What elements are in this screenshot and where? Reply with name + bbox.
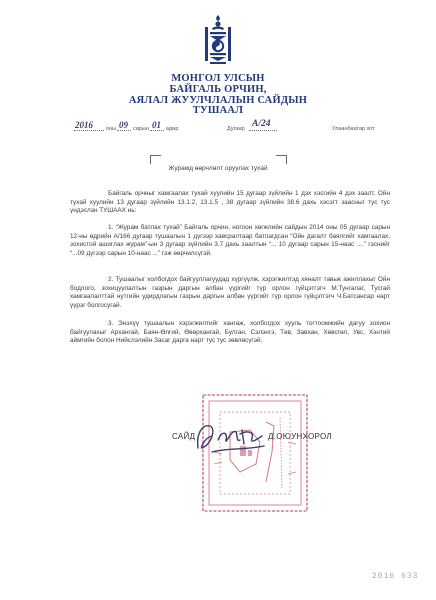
signatory-title: САЙД (172, 432, 196, 441)
decree-subject: Журамд өөрчлөлт оруулах тухай (168, 165, 268, 172)
handwritten-signature-icon (192, 418, 272, 458)
year-value: 2016 (75, 120, 93, 130)
year-line (74, 130, 104, 131)
org-line-1: МОНГОЛ УЛСЫН (171, 73, 265, 84)
clause-2-paragraph: 2. Тушаалыг холбогдох байгууллагуудад хүргүүлж, хэрэгжилтэд хяналт тавьж ажиллахыг Ойн бодлого, зохицуулалтын газрын даргын албан үүргийг түр орлон гүйцэтгэгч М.Тунгалаг, Тусгай хамгаалалттай нутгийн удирдлагын газрын даргын албан үүргийг түр орлон гүйцэтгэгч Ч.Батсансар нарт үүрэг болгосугай. (70, 276, 390, 309)
day-value: 01 (152, 120, 161, 130)
day-label: өдөр (166, 126, 179, 132)
org-line-3: АЯЛАЛ ЖУУЛЧЛАЛЫН САЙДЫН (128, 95, 308, 106)
city-label: Улаанбаатар хот (332, 126, 375, 132)
document-type-title: ТУШААЛ (192, 105, 244, 116)
soyombo-emblem-icon (202, 14, 234, 66)
subject-bracket-left (150, 155, 161, 164)
org-line-2: БАЙГАЛЬ ОРЧИН, (169, 84, 267, 95)
number-label: Дугаар (227, 126, 245, 132)
registration-serial: 2016 633 (372, 572, 419, 581)
signatory-name: Д.ОЮУНХОРОЛ (268, 432, 332, 441)
year-label: оны (106, 126, 117, 132)
clause-1-paragraph: 1. “Журам батлах тухай” Байгаль орчин, ногоон хөгжлийн сайдын 2014 оны 05 дугаар сарын 12-ны өдрийн А/166 дугаар тушаалын 1 дүгээр хавсралтаар батлагдсан “Ойн дагалт баялгийг хамгаалах, зохистой ашиглах журам”-ын 3 дугаар зүйлийн 3.7 дахь заалтын “... 10 дугаар сарын 15-наас ....” гэснийг “...09 дүгээр сарын 10-наас ...” гэж өөрчилсүгэй. (70, 224, 390, 257)
month-line (117, 130, 131, 131)
month-label: сарын (133, 126, 149, 132)
day-line (150, 130, 164, 131)
number-line (249, 130, 277, 131)
decree-number: А/24 (252, 119, 271, 129)
month-value: 09 (119, 120, 128, 130)
preamble-paragraph: Байгаль орчныг хамгаалах тухай хуулийн 15 дугаар зүйлийн 1 дэх хэсгийн 4 дэх заалт, Ойн тухай хуулийн 13 дугаар зүйлийн 13.1.2, 13.1.5 , 38 дугаар зүйлийн 38.6 дахь хэсэгт заасныг тус тус үндэслэн ТУШААХ нь: (70, 190, 390, 215)
subject-bracket-right (276, 155, 287, 164)
clause-3-paragraph: 3. Энэхүү тушаалын хэрэгжилтийг хангаж, холбогдох хууль тогтоомжийн дагуу зохион байгуулахыг Архангай, Баян-Өлгий, Өвөрхангай, Булган, Сэлэнгэ, Төв, Завхан, Хөвсгөл, Увс, Хэнтий аймгийн болон Нийслэлийн Засаг дарга нарт тус тус зөвлөсүгэй. (70, 320, 390, 345)
